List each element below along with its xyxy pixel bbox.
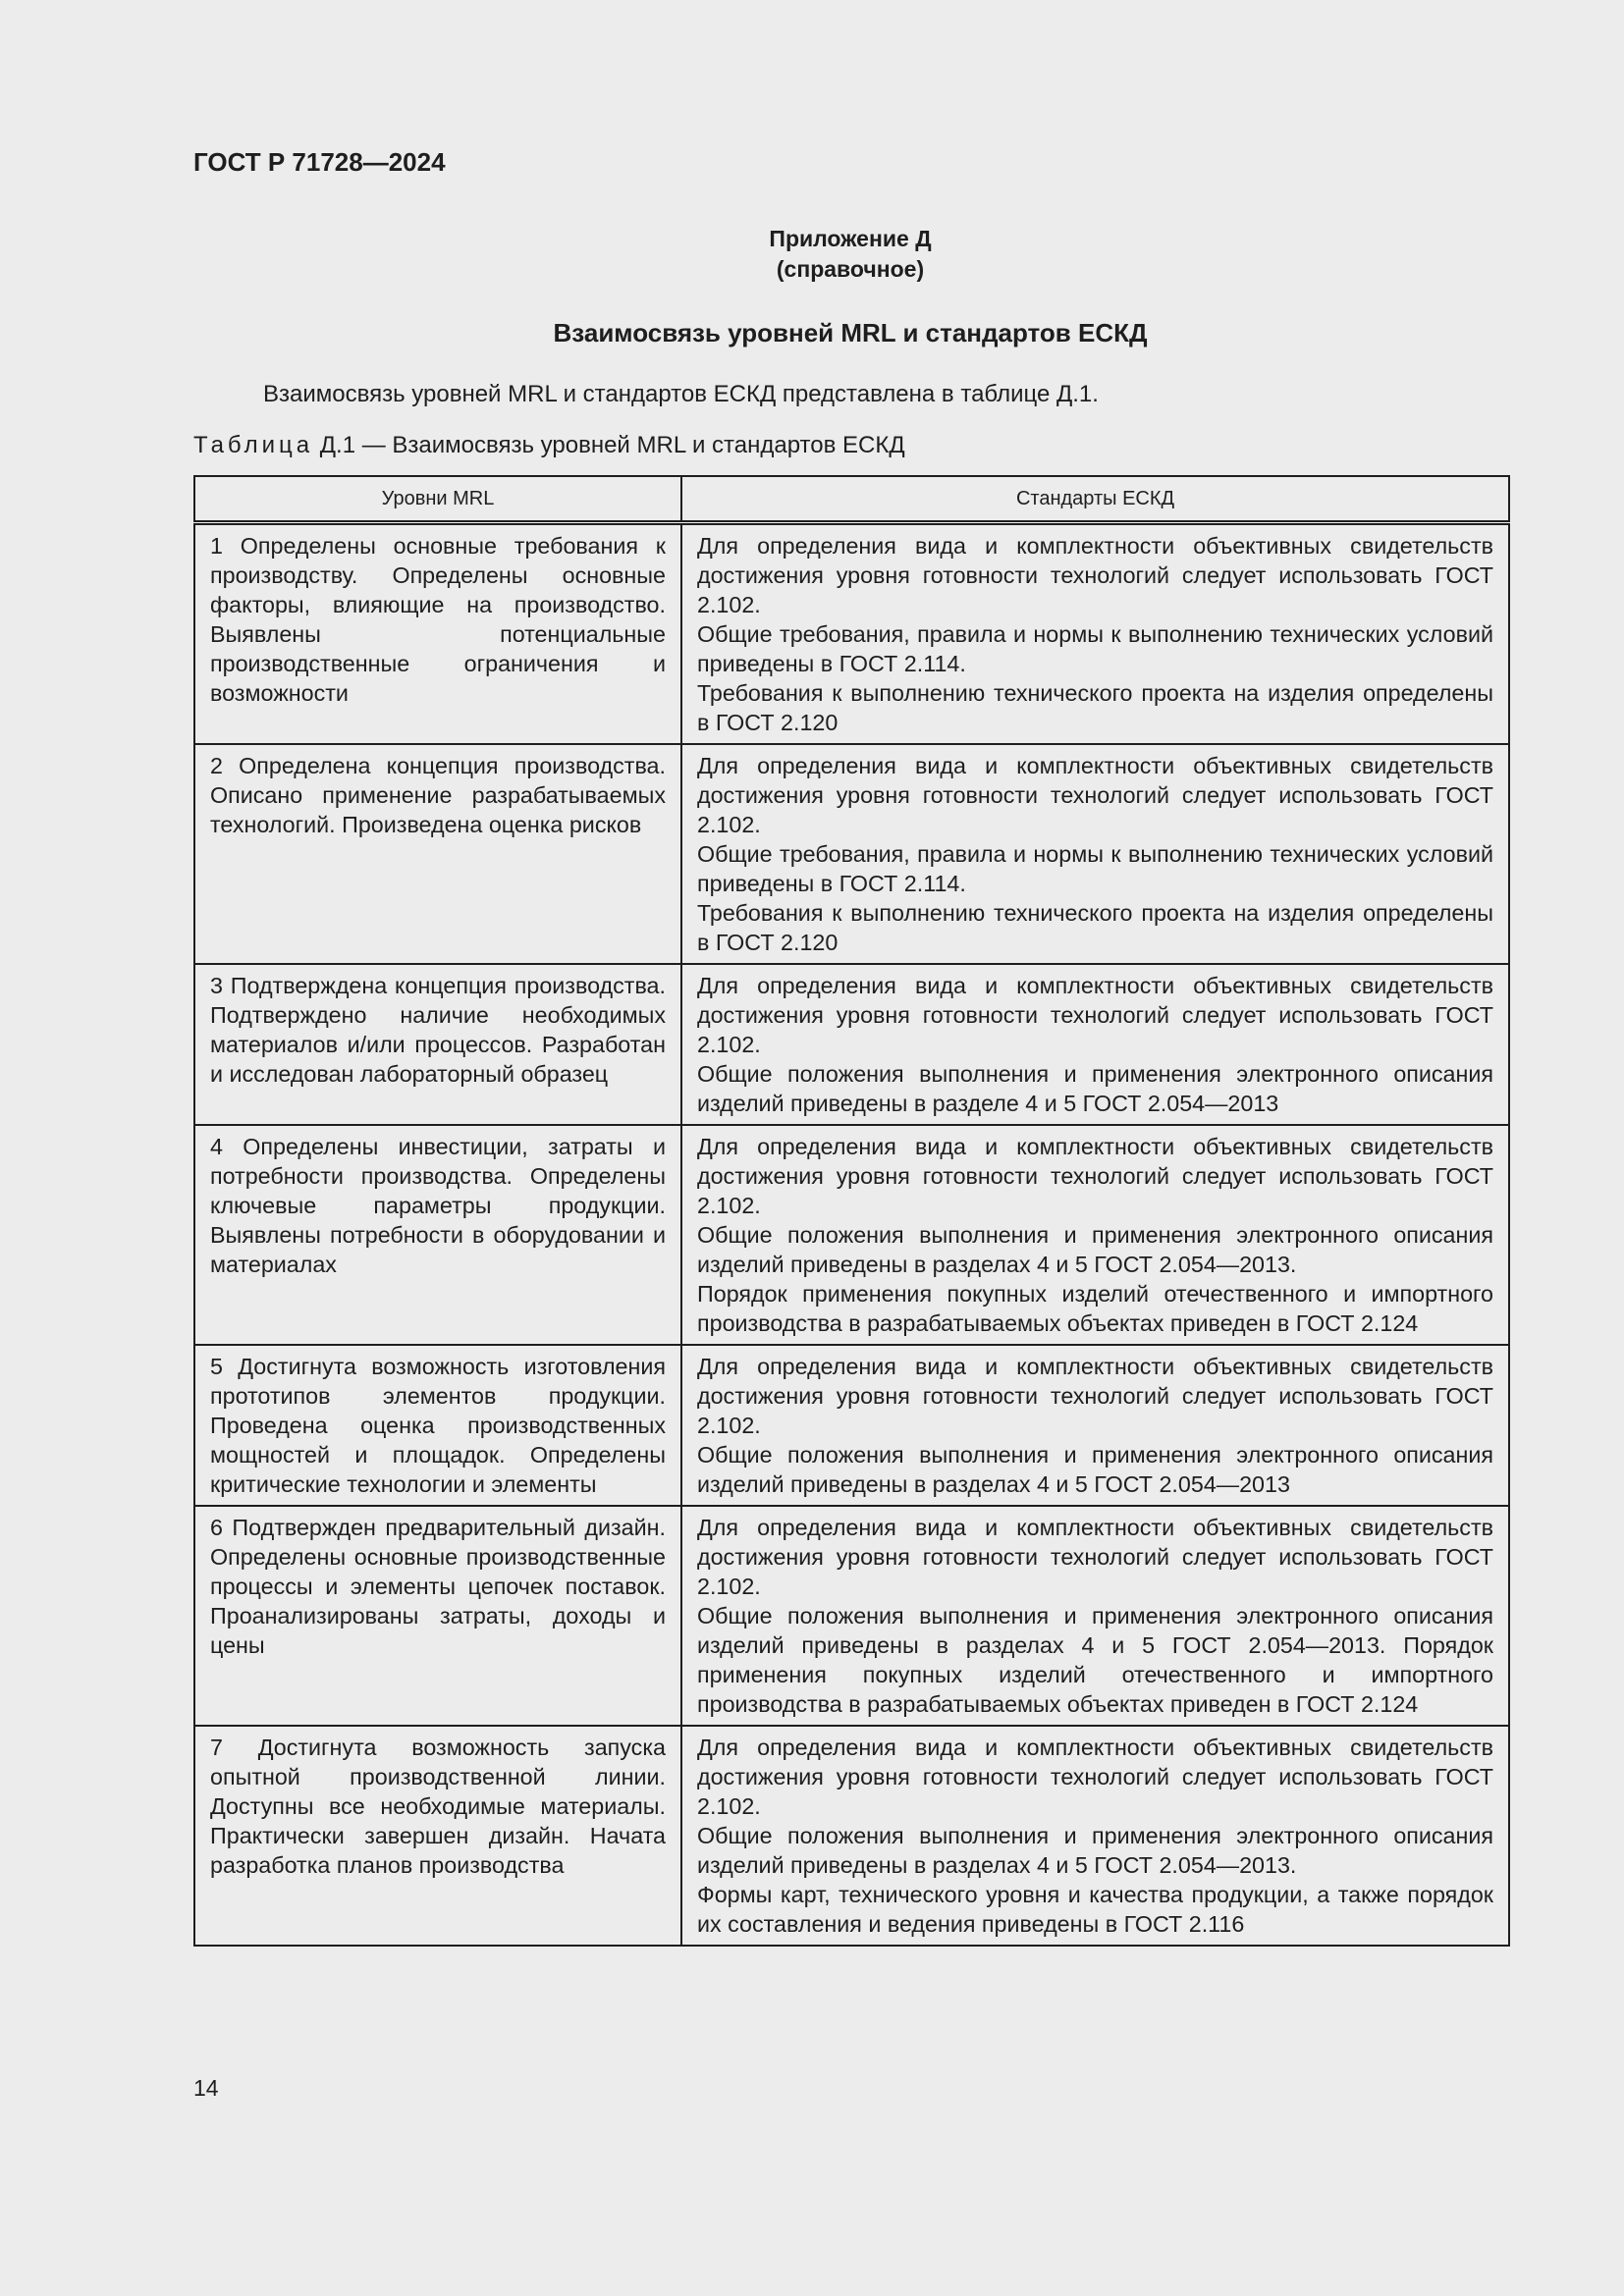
mrl-level-cell: 6 Подтвержден предварительный дизайн. Определены основные производственные процессы и элементы цепочек поставок. Проанализированы затраты, доходы и цены [194,1506,681,1726]
standard-reference-text: Общие положения выполнения и применения электронного описания изделий приведены в разделах 4 и 5 ГОСТ 2.054—2013. [697,1222,1493,1277]
standard-reference-text: Для определения вида и комплектности объективных свидетельств достижения уровня готовности технологий следует использовать ГОСТ 2.102. [697,1515,1493,1599]
section-title: Взаимосвязь уровней MRL и стандартов ЕСКД [553,318,1148,347]
eskd-standards-cell [681,1506,1509,1726]
standard-reference-text: Для определения вида и комплектности объективных свидетельств достижения уровня готовности технологий следует использовать ГОСТ 2.102. [697,1735,1493,1819]
standard-reference-text: Требования к выполнению технического проекта на изделия определены в ГОСТ 2.120 [697,900,1493,955]
standard-reference-text: Общие положения выполнения и применения электронного описания изделий приведены в разделе 4 и 5 ГОСТ 2.054—2013 [697,1061,1493,1116]
standard-reference-text: Общие положения выполнения и применения электронного описания изделий приведены в разделах 4 и 5 ГОСТ 2.054—2013 [697,1442,1493,1497]
table-row [194,1345,1509,1506]
mrl-level-cell: 1 Определены основные требования к производству. Определены основные факторы, влияющие на производство. Выявлены потенциальные производственные ограничения и возможности [194,523,681,745]
document-code: ГОСТ Р 71728—2024 [193,147,446,177]
standard-reference-text: Общие требования, правила и нормы к выполнению технических условий приведены в ГОСТ 2.114. [697,841,1493,896]
mrl-level-cell: 5 Достигнута возможность изготовления прототипов элементов продукции. Проведена оценка производственных мощностей и площадок. Определены критические технологии и элементы [194,1345,681,1506]
table-row [194,1726,1509,1946]
page-number: 14 [193,2075,219,2101]
eskd-standards-cell [681,964,1509,1125]
standard-reference-text: Формы карт, технического уровня и качества продукции, а также порядок их составления и ведения приведены в ГОСТ 2.116 [697,1882,1493,1937]
column-header-levels: Уровни MRL [194,476,681,523]
intro-paragraph: Взаимосвязь уровней MRL и стандартов ЕСКД представлена в таблице Д.1. [263,381,1099,407]
table-row [194,523,1509,745]
column-header-standards: Стандарты ЕСКД [681,476,1509,523]
appendix-title: Приложение Д [769,226,932,251]
appendix-type: (справочное) [776,256,925,282]
table-header-row [194,476,1509,523]
eskd-standards-cell [681,1345,1509,1506]
standard-reference-text: Для определения вида и комплектности объективных свидетельств достижения уровня готовности технологий следует использовать ГОСТ 2.102. [697,753,1493,837]
appendix-heading [193,224,1507,285]
standard-reference-text: Общие положения выполнения и применения электронного описания изделий приведены в разделах 4 и 5 ГОСТ 2.054—2013. [697,1823,1493,1878]
table-caption-label: Таблица [193,432,314,458]
table-body [194,523,1509,1947]
standard-reference-text: Для определения вида и комплектности объективных свидетельств достижения уровня готовности технологий следует использовать ГОСТ 2.102. [697,1354,1493,1438]
table-row [194,1125,1509,1345]
mrl-level-cell: 2 Определена концепция производства. Описано применение разрабатываемых технологий. Произведена оценка рисков [194,744,681,964]
table-caption-text: Д.1 — Взаимосвязь уровней MRL и стандартов ЕСКД [313,432,905,458]
eskd-standards-cell [681,523,1509,745]
eskd-standards-cell [681,744,1509,964]
mrl-level-cell: 3 Подтверждена концепция производства. Подтверждено наличие необходимых материалов и/или процессов. Разработан и исследован лабораторный образец [194,964,681,1125]
standard-reference-text: Для определения вида и комплектности объективных свидетельств достижения уровня готовности технологий следует использовать ГОСТ 2.102. [697,973,1493,1057]
eskd-standards-cell [681,1125,1509,1345]
standard-reference-text: Для определения вида и комплектности объективных свидетельств достижения уровня готовности технологий следует использовать ГОСТ 2.102. [697,1134,1493,1218]
table-row [194,1506,1509,1726]
table-caption [193,432,905,459]
standard-reference-text: Требования к выполнению технического проекта на изделия определены в ГОСТ 2.120 [697,680,1493,735]
standard-reference-text: Порядок применения покупных изделий отечественного и импортного производства в разрабатываемых объектах приведен в ГОСТ 2.124 [697,1281,1493,1336]
mrl-level-cell: 4 Определены инвестиции, затраты и потребности производства. Определены ключевые параметры продукции. Выявлены потребности в оборудовании и материалах [194,1125,681,1345]
mrl-level-cell: 7 Достигнута возможность запуска опытной производственной линии. Доступны все необходимые материалы. Практически завершен дизайн. Начата разработка планов производства [194,1726,681,1946]
table-row [194,744,1509,964]
table-row [194,964,1509,1125]
standard-reference-text: Общие положения выполнения и применения электронного описания изделий приведены в разделах 4 и 5 ГОСТ 2.054—2013. Порядок применения покупных изделий отечественного и импортного производства в разрабатываемых объектах приведен в ГОСТ 2.124 [697,1603,1493,1717]
mrl-eskd-table [193,475,1510,1947]
eskd-standards-cell [681,1726,1509,1946]
standard-reference-text: Для определения вида и комплектности объективных свидетельств достижения уровня готовности технологий следует использовать ГОСТ 2.102. [697,533,1493,617]
standard-reference-text: Общие требования, правила и нормы к выполнению технических условий приведены в ГОСТ 2.114. [697,621,1493,676]
